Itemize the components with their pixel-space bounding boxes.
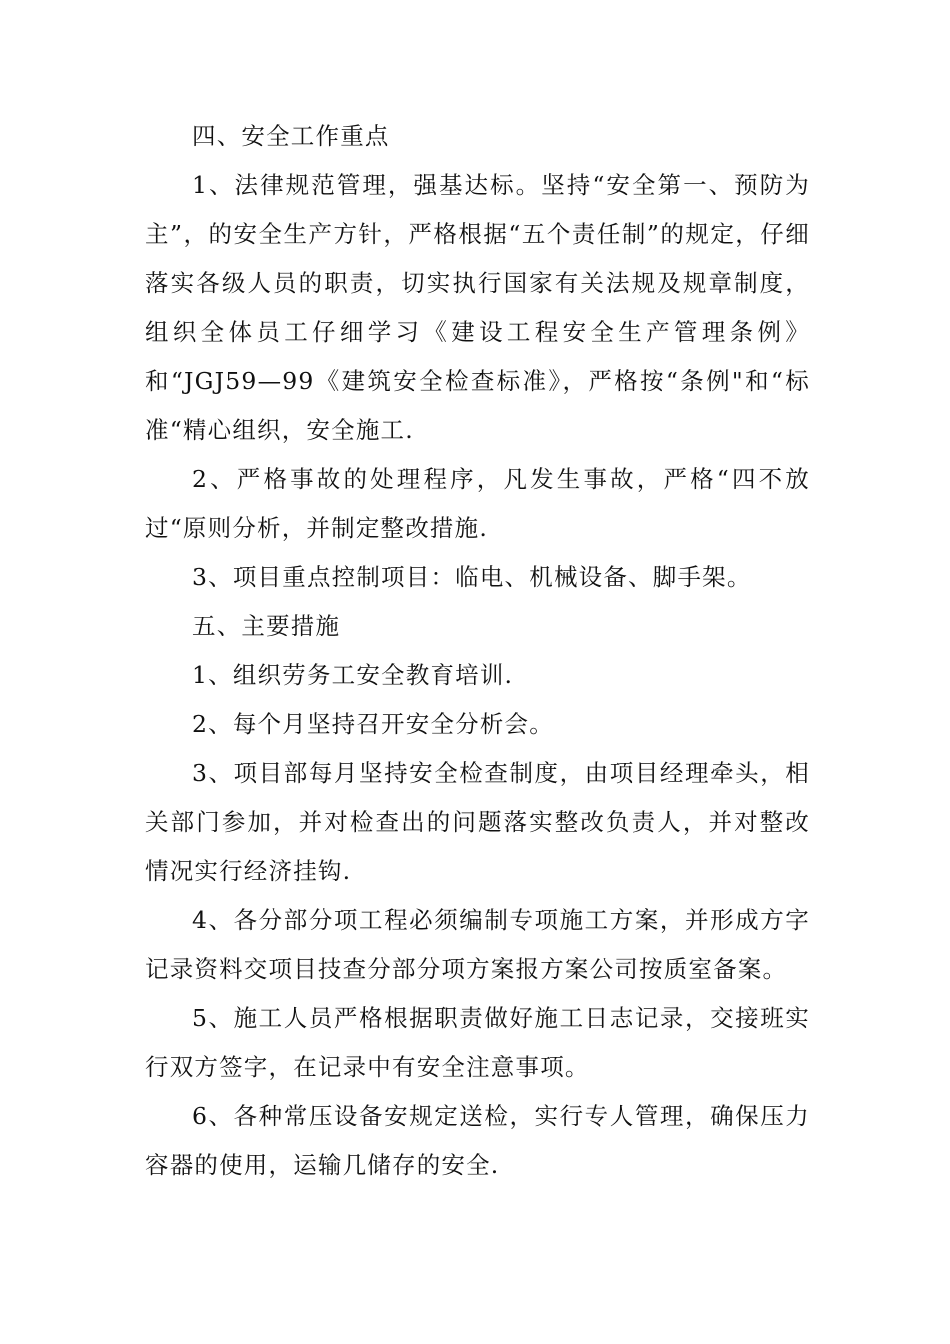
paragraph-5-4: 4、各分部分项工程必须编制专项施工方案，并形成方字记录资料交项目技查分部分项方案报方案公司按质室备案。 (145, 906, 810, 983)
paragraph-5-6: 6、各种常压设备安规定送检，实行专人管理，确保压力容器的使用，运输几储存的安全. (145, 1102, 810, 1179)
paragraph-4-1: 1、法律规范管理，强基达标。坚持“安全第一、预防为主”，的安全生产方针，严格根据“五个责任制”的规定，仔细落实各级人员的职责，切实执行国家有关法规及规章制度，组织全体员工仔细学习《建设工程安全生产管理条例》和“JGJ59—99《建筑安全检查标准》，严格按“条例"和“标准“精心组织，安全施工. (145, 171, 810, 444)
section-heading-four: 四、安全工作重点 (192, 122, 390, 150)
paragraph-5-3: 3、项目部每月坚持安全检查制度，由项目经理牵头，相关部门参加，并对检查出的问题落实整改负责人，并对整改情况实行经济挂钩. (145, 759, 810, 885)
paragraph-5-1: 1、组织劳务工安全教育培训. (192, 661, 514, 689)
section-heading-five: 五、主要措施 (192, 612, 341, 640)
paragraph-5-2: 2、每个月坚持召开安全分析会。 (192, 710, 554, 738)
paragraph-4-3: 3、项目重点控制项目：临电、机械设备、脚手架。 (192, 563, 752, 591)
paragraph-5-5: 5、施工人员严格根据职责做好施工日志记录，交接班实行双方签字，在记录中有安全注意事项。 (145, 1004, 810, 1081)
paragraph-4-2: 2、严格事故的处理程序，凡发生事故，严格“四不放过“原则分析，并制定整改措施. (145, 465, 810, 542)
document-page (145, 112, 810, 1190)
